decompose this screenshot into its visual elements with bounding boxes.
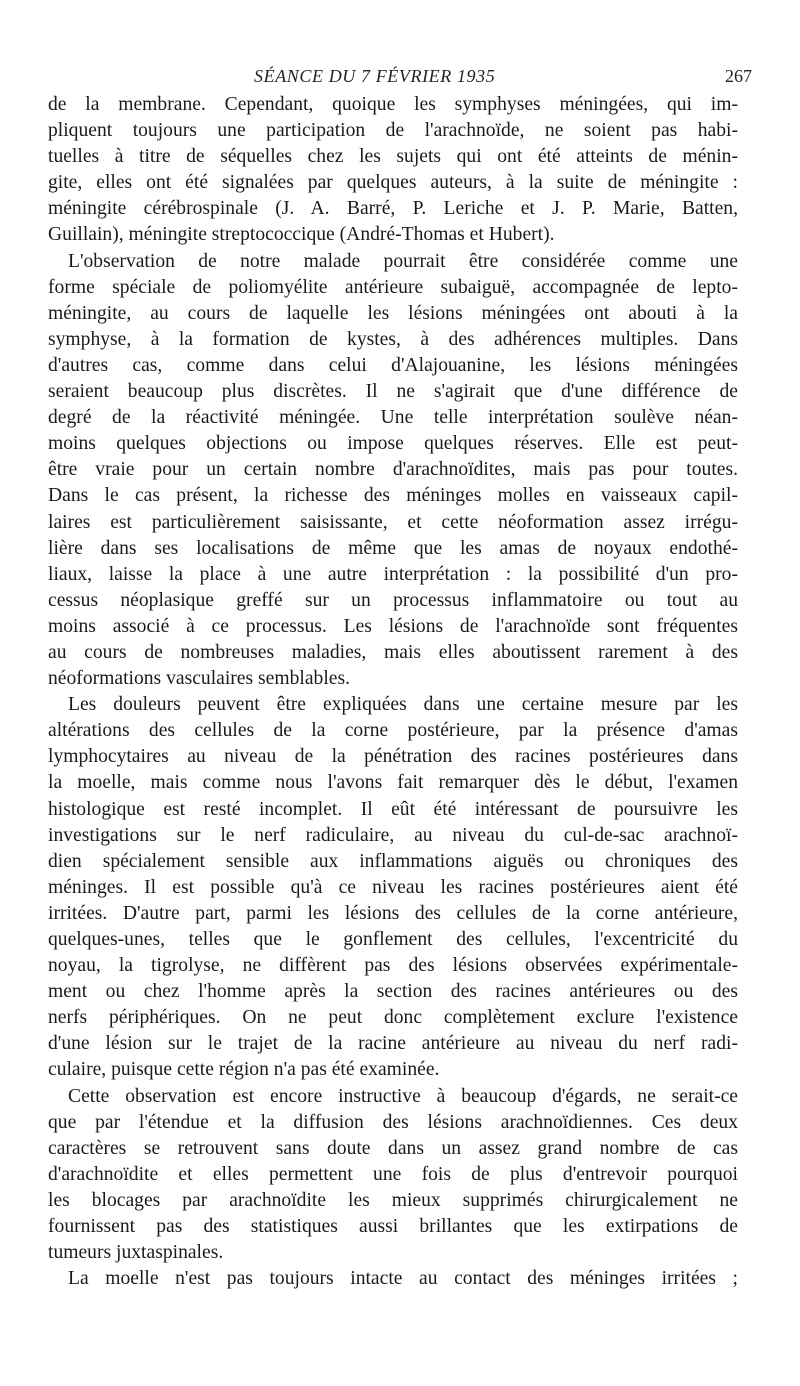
text-line: Guillain), méningite streptococcique (André-Thomas et Hubert). [48, 224, 555, 246]
text-line: d'autres cas, comme dans celui d'Alajouanine, les lésions méningées [48, 354, 738, 376]
text-line: d'une lésion sur le trajet de la racine antérieure au niveau du nerf radi- [48, 1033, 738, 1055]
text-line: la moelle, mais comme nous l'avons fait remarquer dès le début, l'examen [48, 772, 738, 794]
text-line: tuelles à titre de séquelles chez les sujets qui ont été atteints de ménin- [48, 146, 738, 168]
text-line: cessus néoplasique greffé sur un processus inflammatoire ou tout au [48, 589, 738, 611]
text-line: nerfs périphériques. On ne peut donc complètement exclure l'existence [48, 1007, 738, 1029]
text-line: Les douleurs peuvent être expliquées dans une certaine mesure par les [68, 694, 738, 716]
text-line: La moelle n'est pas toujours intacte au contact des méninges irritées ; [68, 1268, 738, 1290]
text-line: L'observation de notre malade pourrait être considérée comme une [68, 250, 738, 272]
text-line: dien spécialement sensible aux inflammations aiguës ou chroniques des [48, 850, 738, 872]
text-line: au cours de nombreuses maladies, mais elles aboutissent rarement à des [48, 641, 738, 663]
text-line: noyau, la tigrolyse, ne diffèrent pas des lésions observées expérimentale- [48, 955, 738, 977]
text-line: fournissent pas des statistiques aussi brillantes que les extirpations de [48, 1216, 738, 1238]
text-line: Cette observation est encore instructive à beaucoup d'égards, ne serait-ce [68, 1085, 738, 1107]
text-line: tumeurs juxtaspinales. [48, 1242, 224, 1264]
text-line: d'arachnoïdite et elles permettent une fois de plus d'entrevoir pourquoi [48, 1163, 738, 1185]
text-line: pliquent toujours une participation de l'arachnoïde, ne soient pas habi- [48, 120, 738, 142]
text-line: moins quelques objections ou impose quelques réserves. Elle est peut- [48, 433, 738, 455]
text-line: de la membrane. Cependant, quoique les symphyses méningées, qui im- [48, 94, 738, 115]
text-line: gite, elles ont été signalées par quelques auteurs, à la suite de méningite : [48, 172, 738, 194]
text-line: moins associé à ce processus. Les lésions de l'arachnoïde sont fréquentes [48, 615, 738, 637]
text-line: histologique est resté incomplet. Il eût été intéressant de poursuivre les [48, 798, 738, 820]
paragraph [48, 249, 738, 693]
text-line: être vraie pour un certain nombre d'arachnoïdites, mais pas pour toutes. [48, 459, 738, 481]
paragraph [48, 1266, 738, 1292]
text-line: altérations des cellules de la corne postérieure, par la présence d'amas [48, 720, 738, 742]
text-line: seraient beaucoup plus discrètes. Il ne s'agirait que d'une différence de [48, 381, 738, 403]
paragraph [48, 92, 738, 249]
text-line: néoformations vasculaires semblables. [48, 668, 350, 690]
text-line: méningite, au cours de laquelle les lésions méningées ont abouti à la [48, 302, 738, 324]
text-line: irritées. D'autre part, parmi les lésions des cellules de la corne antérieure, [48, 902, 738, 924]
paragraph [48, 1084, 738, 1267]
text-line: que par l'étendue et la diffusion des lésions arachnoïdiennes. Ces deux [48, 1111, 738, 1133]
running-title: SÉANCE DU 7 FÉVRIER 1935 [254, 66, 496, 86]
text-line: Dans le cas présent, la richesse des méninges molles en vaisseaux capil- [48, 485, 738, 507]
body-text [48, 92, 738, 1292]
running-head [0, 66, 800, 90]
text-line: lymphocytaires au niveau de la pénétration des racines postérieures dans [48, 746, 738, 768]
page-number: 267 [725, 66, 752, 86]
text-line: culaire, puisque cette région n'a pas été examinée. [48, 1059, 440, 1081]
text-line: laires est particulièrement saisissante, et cette néoformation assez irrégu- [48, 511, 738, 533]
text-line: symphyse, à la formation de kystes, à des adhérences multiples. Dans [48, 328, 738, 350]
text-line: les blocages par arachnoïdite les mieux supprimés chirurgicalement ne [48, 1189, 738, 1211]
text-line: lière dans ses localisations de même que les amas de noyaux endothé- [48, 537, 738, 559]
text-line: forme spéciale de poliomyélite antérieure subaiguë, accompagnée de lepto- [48, 276, 738, 298]
text-line: investigations sur le nerf radiculaire, au niveau du cul-de-sac arachnoï- [48, 824, 738, 846]
text-line: ment ou chez l'homme après la section des racines antérieures ou des [48, 981, 738, 1003]
text-line: liaux, laisse la place à une autre interprétation : la possibilité d'un pro- [48, 563, 738, 585]
text-line: méninges. Il est possible qu'à ce niveau les racines postérieures aient été [48, 876, 738, 898]
paragraph [48, 692, 738, 1083]
text-line: caractères se retrouvent sans doute dans un assez grand nombre de cas [48, 1137, 738, 1159]
text-line: méningite cérébrospinale (J. A. Barré, P. Leriche et J. P. Marie, Batten, [48, 198, 738, 220]
text-line: quelques-unes, telles que le gonflement des cellules, l'excentricité du [48, 929, 738, 950]
text-line: degré de la réactivité méningée. Une telle interprétation soulève néan- [48, 407, 738, 429]
